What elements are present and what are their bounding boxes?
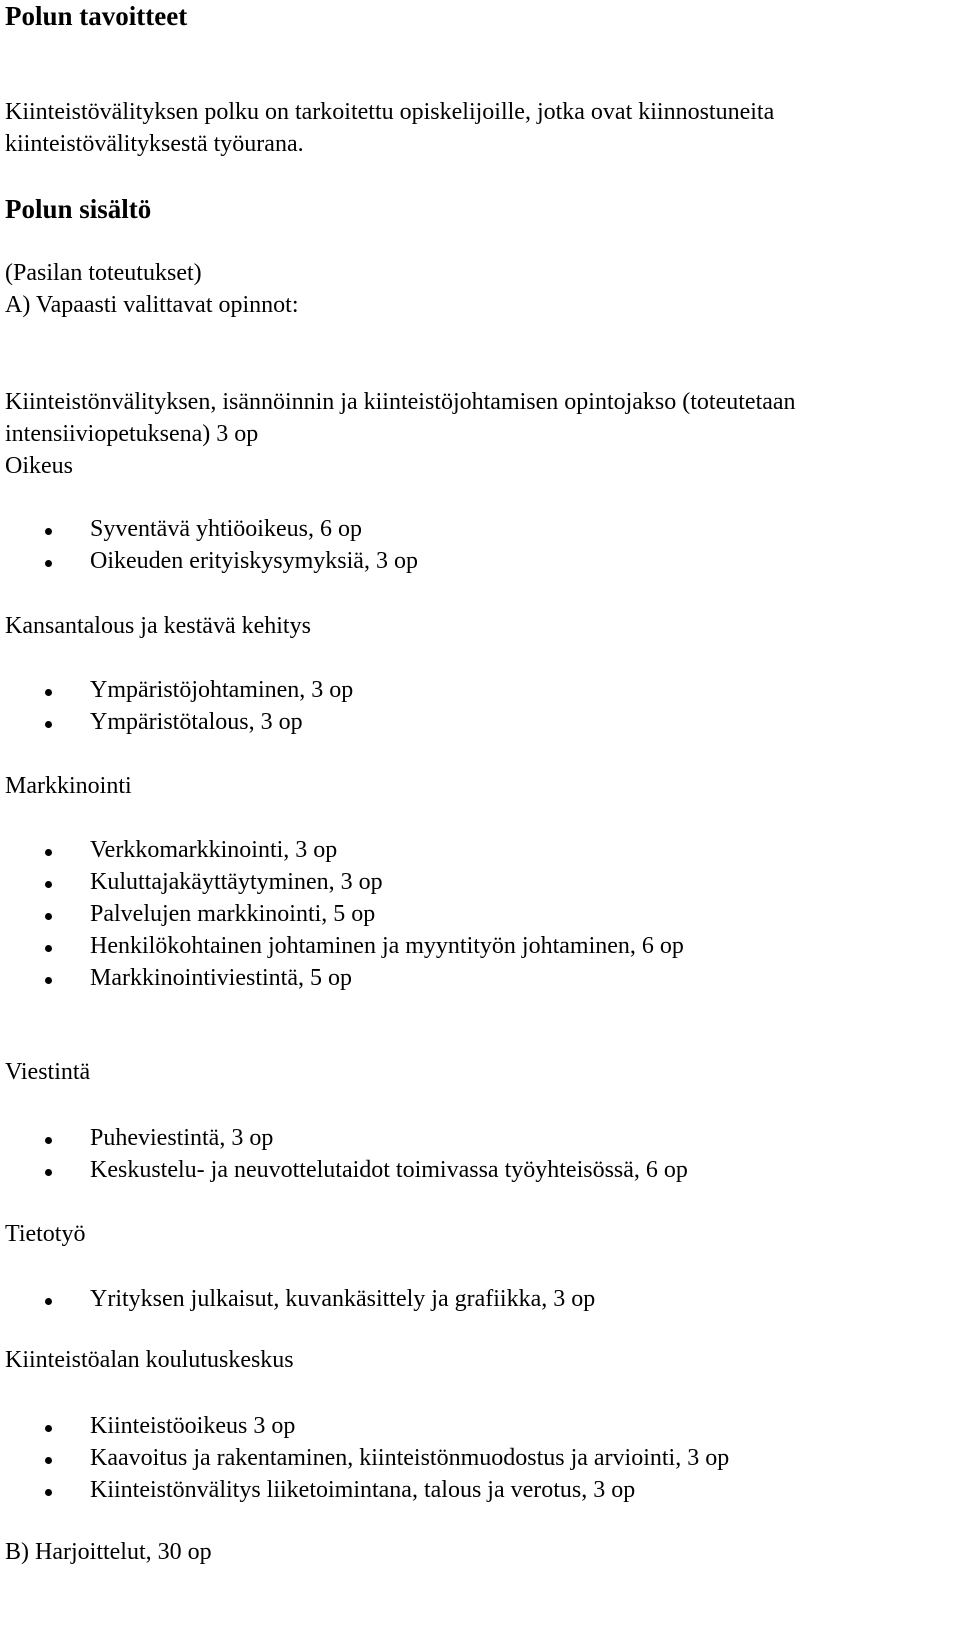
part-b-label: B) Harjoittelut, 30 op	[5, 1539, 212, 1565]
list-item: Syventävä yhtiöoikeus, 6 op	[90, 516, 362, 542]
list-item: Keskustelu- ja neuvottelutaidot toimivassa työyhteisössä, 6 op	[90, 1157, 688, 1183]
list-item: Henkilökohtainen johtaminen ja myyntityön johtaminen, 6 op	[90, 933, 684, 959]
intro-course-line-1: Kiinteistönvälityksen, isännöinnin ja kiinteistöjohtamisen opintojakso (toteutetaan	[5, 389, 796, 415]
bullet-icon	[45, 721, 52, 728]
goals-text-line-1: Kiinteistövälityksen polku on tarkoitettu opiskelijoille, jotka ovat kiinnostuneita	[5, 99, 775, 125]
list-item: Puheviestintä, 3 op	[90, 1125, 274, 1151]
list-item: Ympäristötalous, 3 op	[90, 709, 303, 735]
group-title-markkinointi: Markkinointi	[5, 773, 132, 799]
list-item: Kiinteistöoikeus 3 op	[90, 1413, 296, 1439]
location-note: (Pasilan toteutukset)	[5, 260, 202, 286]
bullet-icon	[45, 560, 52, 567]
list-item: Palvelujen markkinointi, 5 op	[90, 901, 376, 927]
bullet-icon	[45, 945, 52, 952]
group-title-koulutuskeskus: Kiinteistöalan koulutuskeskus	[5, 1347, 294, 1373]
goals-text-line-2: kiinteistövälityksestä työurana.	[5, 131, 304, 157]
part-a-label: A) Vapaasti valittavat opinnot:	[5, 292, 299, 318]
bullet-icon	[45, 1298, 52, 1305]
bullet-icon	[45, 913, 52, 920]
list-item: Ympäristöjohtaminen, 3 op	[90, 677, 354, 703]
bullet-icon	[45, 977, 52, 984]
bullet-icon	[45, 1489, 52, 1496]
bullet-icon	[45, 1137, 52, 1144]
list-item: Yrityksen julkaisut, kuvankäsittely ja grafiikka, 3 op	[90, 1286, 596, 1312]
list-item: Markkinointiviestintä, 5 op	[90, 965, 352, 991]
group-title-tietotyo: Tietotyö	[5, 1221, 86, 1247]
goals-heading: Polun tavoitteet	[5, 1, 188, 31]
bullet-icon	[45, 689, 52, 696]
bullet-icon	[45, 849, 52, 856]
bullet-icon	[45, 881, 52, 888]
bullet-icon	[45, 528, 52, 535]
group-title-oikeus: Oikeus	[5, 453, 73, 479]
bullet-icon	[45, 1425, 52, 1432]
bullet-icon	[45, 1457, 52, 1464]
group-title-kansantalous: Kansantalous ja kestävä kehitys	[5, 613, 311, 639]
list-item: Oikeuden erityiskysymyksiä, 3 op	[90, 548, 418, 574]
group-title-viestinta: Viestintä	[5, 1059, 91, 1085]
list-item: Kuluttajakäyttäytyminen, 3 op	[90, 869, 383, 895]
content-heading: Polun sisältö	[5, 194, 152, 224]
list-item: Kiinteistönvälitys liiketoimintana, talous ja verotus, 3 op	[90, 1477, 636, 1503]
bullet-icon	[45, 1169, 52, 1176]
list-item: Verkkomarkkinointi, 3 op	[90, 837, 338, 863]
intro-course-line-2: intensiiviopetuksena) 3 op	[5, 421, 259, 447]
list-item: Kaavoitus ja rakentaminen, kiinteistönmuodostus ja arviointi, 3 op	[90, 1445, 730, 1471]
